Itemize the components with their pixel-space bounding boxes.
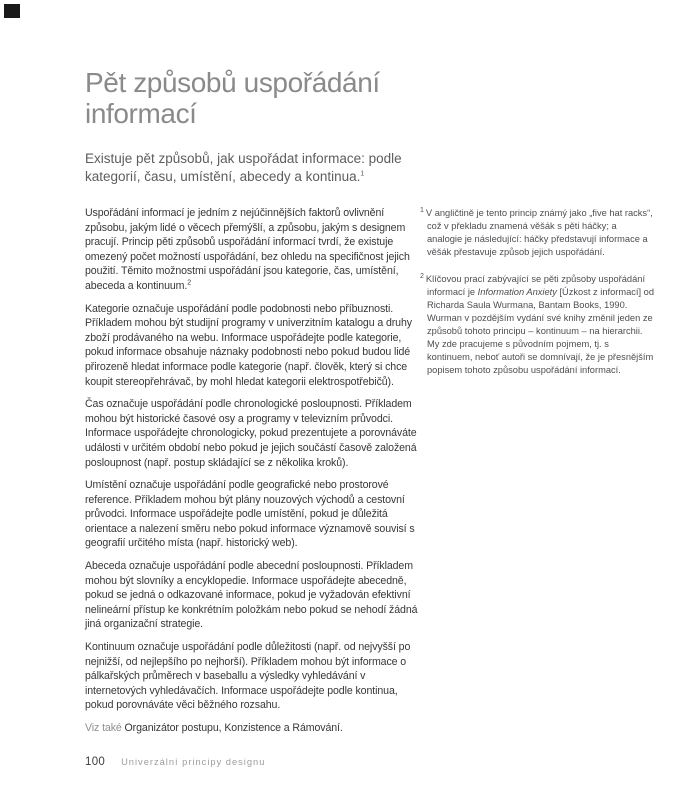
page-subtitle <box>85 150 437 186</box>
page-number: 100 <box>85 756 106 768</box>
paragraph-alphabet: Abeceda označuje uspořádání podle abecední posloupnosti. Příkladem mohou být slovníky a encyklopedie. Informace uspořádejte abecedně, pokud se jedná o odkazované informace, pokud je vyžadován efektivní nelineární přístup ke konkrétním položkám nebo pokud se nehodí žádná jiná organizační strategie. <box>85 560 418 631</box>
see-also-line <box>85 721 421 736</box>
sidenote-1-text: V angličtině je tento princip známý jako „five hat racks“, což v překladu znamená věšák s pěti háčky; a analogie je následující: háčky představují informace a věšák přestavuje způsob jejich uspořádání. <box>425 208 653 257</box>
paragraph-category: Kategorie označuje uspořádání podle podobnosti nebo příbuznosti. Příkladem mohou být studijní programy v univerzitním katalogu a druhy zboží prodávaného na webu. Informace uspořádejte podle kategorie, pokud informace obsahuje náznaky podobnosti nebo pokud budou lidé přirozeně hledat informace podle kategorie (např. člověk, který si chce koupit stereopřehrávač, by mohl hledat kategorii elektrospotřebičů). <box>85 302 412 388</box>
sidenote-1-marker: 1 <box>420 206 424 214</box>
see-also-references: Organizátor postupu, Konzistence a Rámování. <box>124 722 343 734</box>
sidenote-2-marker: 2 <box>420 272 424 280</box>
page-footer <box>85 752 265 770</box>
see-also-label: Viz také <box>85 722 122 734</box>
paragraph-intro <box>85 206 421 294</box>
paragraph-time: Čas označuje uspořádání podle chronologické posloupnosti. Příkladem mohou být historické časové osy a programy v televizním průvodci. Informace uspořádejte chronologicky, pokud prezentujete a porovnáváte události v určitém období nebo pokud je jejich součástí časově založená posloupnost (např. postup skládající se z několika kroků). <box>85 398 417 469</box>
sidenote-2-book-title: Information Anxiety <box>477 287 557 297</box>
sidenotes-column <box>420 207 654 391</box>
sidenote-1 <box>420 207 654 259</box>
paragraph-location: Umístění označuje uspořádání podle geografické nebo prostorové reference. Příkladem mohou být plány nouzových východů a cestovní průvodci. Informace uspořádejte podle umístění, pokud je důležitá orientace a nalezení směru nebo pokud informace významově souvisí s geografií určitého místa (např. historický web). <box>85 479 415 550</box>
page-corner-tab-icon <box>4 4 20 18</box>
paragraph-intro-text: Uspořádání informací je jedním z nejúčinnějších faktorů ovlivnění způsobu, jakým lidé o věcech přemýšlí, a způsobu, jakým s designem pracují. Princip pěti způsobů uspořádání informací tvrdí, že existuje omezený počet možností uspořádání, bez ohledu na specifičnost jejich použití. Těmito možnostmi uspořádání jsou kategorie, čas, umístění, abeceda a kontinuum. <box>85 207 410 292</box>
main-text-column <box>85 206 421 744</box>
page-title: Pět způsobů uspořádání informací <box>85 67 380 129</box>
footnote-ref-1: 1 <box>360 170 365 178</box>
sidenote-2 <box>420 273 654 377</box>
sidenote-2-text-after: [Úzkost z informací] od Richarda Saula Wurmana, Bantam Books, 1990. Wurman v pozdějším vydání své knihy změnil jeden ze způsobů tohoto principu – kontinuum – na hierarchii. My zde pracujeme s původním pojmem, tj. s kontinuem, neboť autoři se domnívají, že je přesnějším popisem tohoto způsobu uspořádání informací. <box>427 287 655 375</box>
footnote-ref-2: 2 <box>187 279 192 287</box>
paragraph-continuum: Kontinuum označuje uspořádání podle důležitosti (např. od nejvyšší po nejnižší, od nejlepšího po nejhorší). Příkladem mohou být informace o pálkařských průměrech v baseballu a výsledky vyhledávání v internetových vyhledávačích. Informace uspořádejte podle kontinua, pokud porovnáváte věci běžného rozsahu. <box>85 641 411 712</box>
subtitle-text: Existuje pět způsobů, jak uspořádat informace: podle kategorií, času, umístění, abecedy a kontinua. <box>85 151 402 184</box>
book-title: Univerzální principy designu <box>121 757 266 767</box>
sidenote-2-text-before: Klíčovou prací zabývající se pěti způsoby uspořádání informací je <box>425 274 646 297</box>
